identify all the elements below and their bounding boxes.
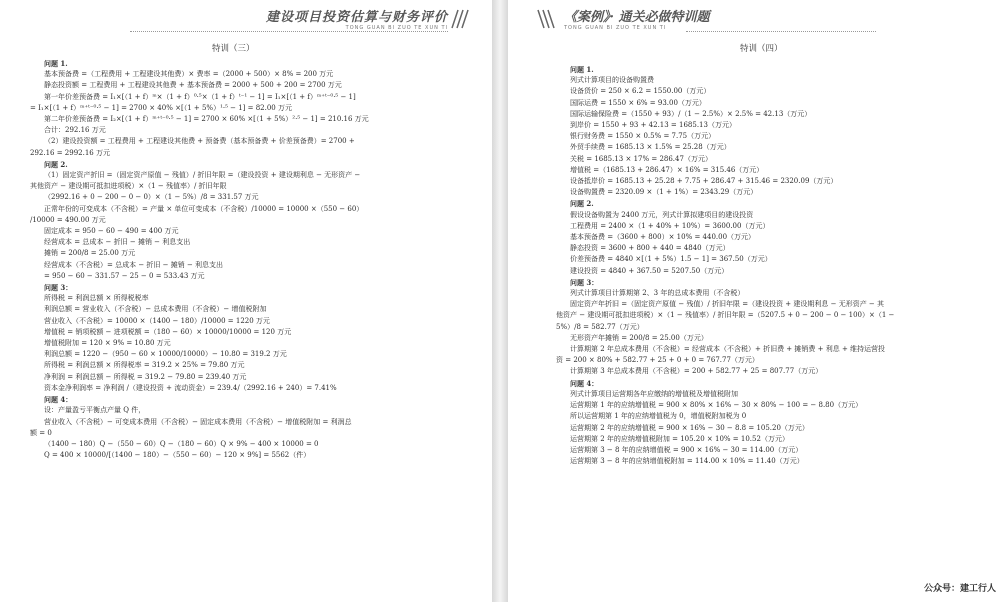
watermark-text: 公众号：建工行人 bbox=[923, 584, 996, 594]
left-page-header bbox=[130, 6, 470, 36]
text-line: 计算期第 3 年总成本费用（不含税）= 200 + 582.77 + 25 = 807.77（万元） bbox=[570, 367, 823, 376]
text-line: 利润总额 = 营业收入（不含税）− 总成本费用（不含税）− 增值税附加 bbox=[44, 305, 267, 314]
text-line: 银行财务费 = 1550 × 0.5% = 7.75（万元） bbox=[570, 132, 716, 141]
text-line: 第二年价差预备费 = I₂×[（1 + f）ᵐ⁺ᵗ⁻⁰·⁵ − 1] = 2700 × 60% ×[（1 + 5%）²·⁵ − 1] = 210.16 万元 bbox=[44, 115, 369, 124]
text-line: = 950 − 60 − 331.57 − 25 − 0 = 533.43 万元 bbox=[44, 271, 205, 280]
text-line: 设备货价 = 250 × 6.2 = 1550.00（万元） bbox=[570, 87, 711, 96]
text-line: 价差预备费 = 4840 ×[（1 + 5%）1.5 − 1] = 367.50（万元） bbox=[570, 255, 772, 264]
text-line: 列式计算项目运营期各年应缴纳的增值税及增值税附加 bbox=[570, 389, 738, 398]
text-line: 利润总额 = 1220 −（950 − 60 × 10000/10000）− 10.80 = 319.2 万元 bbox=[44, 350, 287, 359]
text-line: 正常年份的可变成本（不含税）= 产量 × 单位可变成本（不含税）/10000 = 10000 ×（550 − 60） bbox=[44, 204, 364, 213]
text-line: 假设设备购置为 2400 万元，列式计算拟建项目的建设投资 bbox=[570, 210, 754, 219]
text-line: 运营期第 1 年的应纳增值税 = 900 × 80% × 16% − 30 × 80% − 100 = − 8.80（万元） bbox=[570, 401, 863, 410]
text-line: 资本金净利润率 = 净利润 /（建设投资 + 流动资金）= 239.4/（2992.16 + 240）= 7.41% bbox=[44, 383, 337, 392]
right-page bbox=[508, 0, 1000, 602]
question-heading: 问题 4： bbox=[570, 378, 599, 388]
text-line: 到岸价 = 1550 + 93 + 42.13 = 1685.13（万元） bbox=[570, 121, 736, 130]
text-line: 建设投资 = 4840 + 367.50 = 5207.50（万元） bbox=[570, 266, 729, 275]
question-heading: 问题 1. bbox=[570, 65, 594, 74]
text-line: 运营期第 3 − 8 年的应纳增值税 = 900 × 16% − 30 = 114.00（万元） bbox=[570, 445, 803, 454]
right-section-title: 特训（四） bbox=[740, 44, 783, 54]
text-line: 静态投资额 = 工程费用 + 工程建设其他费 + 基本预备费 = 2000 + 500 + 200 = 2700 万元 bbox=[44, 81, 342, 90]
text-line: （1400 − 180）Q −（550 − 60）Q −（180 − 60）Q × 9% − 400 × 10000 = 0 bbox=[44, 439, 319, 448]
text-line: 运营期第 2 年的应纳增值税附加 = 105.20 × 10% = 10.52（万元） bbox=[570, 434, 789, 443]
question-heading: 问题 1. bbox=[44, 59, 68, 68]
text-line: 所得税 = 利润总额 × 所得税率 = 319.2 × 25% = 79.80 万元 bbox=[44, 361, 245, 370]
text-line: 固定成本 = 950 − 60 − 490 = 400 万元 bbox=[44, 227, 179, 236]
text-line: 净利润 = 利润总额 − 所得税 = 319.2 − 79.80 = 239.40 万元 bbox=[44, 372, 247, 381]
text-line: 所得税 = 利润总额 × 所得税税率 bbox=[44, 294, 149, 303]
text-line: （1）固定资产折旧 =（固定资产原值 − 残值）/ 折旧年限 =（建设投资 + 建设期利息 − 无形资产 − bbox=[44, 171, 361, 180]
text-line: 列式计算项目计算期第 2、3 年的总成本费用（不含税） bbox=[570, 289, 745, 298]
text-line: 国际运费 = 1550 × 6% = 93.00（万元） bbox=[570, 98, 706, 107]
text-line: 292.16 = 2992.16 万元 bbox=[30, 148, 110, 157]
question-heading: 问题 2. bbox=[44, 159, 68, 169]
text-line: 经营成本（不含税）= 总成本 − 折旧 − 摊销 − 利息支出 bbox=[44, 260, 224, 269]
text-line: 设：产量盈亏平衡点产量 Q 件， bbox=[44, 406, 146, 415]
text-line: 列式计算项目的设备购置费 bbox=[570, 76, 654, 85]
text-line: 国际运输保险费 =（1550 + 93）/（1 − 2.5%）× 2.5% = 42.13（万元） bbox=[570, 109, 812, 118]
right-page-header bbox=[536, 6, 876, 36]
text-line: 额 = 0 bbox=[30, 428, 52, 437]
text-line: 增值税附加 = 120 × 9% = 10.80 万元 bbox=[44, 339, 171, 348]
text-line: 5%）/8 = 582.77（万元） bbox=[556, 322, 644, 331]
text-line: 第一年价差预备费 = I₁×[（1 + f）ᵐ×（1 + f）⁰·⁵×（1 + f）ᵗ⁻¹ − 1] = I₁×[（1 + f）ᵐ⁺ᵗ⁻⁰·⁵ − 1] bbox=[44, 92, 356, 101]
text-line: 其他资产 − 建设期可抵扣进项税）×（1 − 残值率）/ 折旧年限 bbox=[30, 182, 227, 191]
slash-decoration-icon bbox=[448, 8, 470, 30]
slash-decoration-icon bbox=[536, 8, 560, 30]
right-header-title: 《案例》· 通关必做特训题 bbox=[564, 10, 710, 25]
text-line: 增值税 =（1685.13 + 286.47）× 16% = 315.46（万元） bbox=[570, 165, 764, 174]
left-section-title: 特训（三） bbox=[212, 44, 255, 54]
text-line: 计算期第 2 年总成本费用（不含税）= 经营成本（不含税）+ 折旧费 + 摊销费 + 利息 + 维持运营投 bbox=[570, 345, 886, 354]
text-line: 基本预备费 =（工程费用 + 工程建设其他费）× 费率 =（2000 + 500）× 8% = 200 万元 bbox=[44, 70, 334, 79]
text-line: = I₁×[（1 + f）ᵐ⁺ᵗ⁻⁰·⁵ − 1] = 2700 × 40% ×[（1 + 5%）¹·⁵ − 1] = 82.00 万元 bbox=[30, 103, 292, 112]
text-line: 工程费用 = 2400 ×（1 + 40% + 10%）= 3600.00（万元） bbox=[570, 221, 770, 230]
text-line: 摊销 = 200/8 = 25.00 万元 bbox=[44, 249, 136, 258]
text-line: 外贸手续费 = 1685.13 × 1.5% = 25.28（万元） bbox=[570, 143, 731, 152]
text-line: 增值税 = 销项税额 − 进项税额 =（180 − 60）× 10000/10000 = 120 万元 bbox=[44, 327, 292, 336]
text-line: 经营成本 = 总成本 − 折旧 − 摊销 − 利息支出 bbox=[44, 238, 191, 247]
left-page-content bbox=[30, 58, 445, 461]
text-line: 运营期第 2 年的应纳增值税 = 900 × 16% − 30 − 8.8 = 105.20（万元） bbox=[570, 423, 809, 432]
text-line: /10000 = 490.00 万元 bbox=[30, 215, 106, 224]
left-header-rule bbox=[130, 31, 448, 32]
text-line: （2992.16 + 0 − 200 − 0 − 0）×（1 − 5%）/8 = 331.57 万元 bbox=[44, 193, 259, 202]
right-header-rule bbox=[686, 31, 876, 32]
left-header-title: 建设项目投资估算与财务评价 bbox=[265, 10, 448, 25]
left-header-subtitle: TONG GUAN BI ZUO TE XUN TI bbox=[345, 25, 448, 31]
question-heading: 问题 2. bbox=[570, 199, 594, 209]
question-heading: 问题 3： bbox=[570, 277, 599, 287]
question-heading: 问题 3： bbox=[44, 283, 73, 293]
question-heading: 问题 4： bbox=[44, 395, 73, 405]
text-line: 所以运营期第 1 年的应纳增值税为 0，增值税附加税为 0 bbox=[570, 412, 747, 421]
left-page bbox=[0, 0, 492, 602]
text-line: 运营期第 3 − 8 年的应纳增值税附加 = 114.00 × 10% = 11.40（万元） bbox=[570, 457, 804, 466]
text-line: 固定资产年折旧 =（固定资产原值 − 残值）/ 折旧年限 =（建设投资 + 建设期利息 − 无形资产 − 其 bbox=[570, 300, 885, 309]
text-line: 无形资产年摊销 = 200/8 = 25.00（万元） bbox=[570, 333, 708, 342]
right-page-content bbox=[556, 64, 976, 467]
text-line: 营业收入（不含税）= 10000 ×（1400 − 180）/10000 = 1220 万元 bbox=[44, 316, 270, 325]
right-header-subtitle: TONG GUAN BI ZUO TE XUN TI bbox=[564, 25, 667, 31]
text-line: 他资产 − 建设期可抵扣进项税）×（1 − 残值率）/ 折旧年限 =（5207.5 + 0 − 200 − 0 − 100）×（1 − bbox=[556, 311, 895, 320]
text-line: 基本预备费 =（3600 + 800）× 10% = 440.00（万元） bbox=[570, 233, 756, 242]
text-line: （2）建设投资额 = 工程费用 + 工程建设其他费 + 预备费（基本预备费 + 价差预备费）= 2700 + bbox=[44, 137, 355, 146]
text-line: Q = 400 × 10000/[（1400 − 180）−（550 − 60）− 120 × 9%] = 5562（件） bbox=[44, 451, 311, 460]
book-gutter bbox=[492, 0, 508, 602]
text-line: 资 = 200 × 80% + 582.77 + 25 + 0 + 0 = 767.77（万元） bbox=[556, 356, 759, 365]
text-line: 营业收入（不含税）− 可变成本费用（不含税）− 固定成本费用（不含税）− 增值税附加 = 利润总 bbox=[44, 417, 352, 426]
text-line: 合计：292.16 万元 bbox=[44, 126, 106, 135]
text-line: 设备购置费 = 2320.09 ×（1 + 1%）= 2343.29（万元） bbox=[570, 188, 758, 197]
text-line: 设备抵岸价 = 1685.13 + 25.28 + 7.75 + 286.47 + 315.46 = 2320.09（万元） bbox=[570, 177, 838, 186]
text-line: 静态投资 = 3600 + 800 + 440 = 4840（万元） bbox=[570, 244, 730, 253]
text-line: 关税 = 1685.13 × 17% = 286.47（万元） bbox=[570, 154, 712, 163]
